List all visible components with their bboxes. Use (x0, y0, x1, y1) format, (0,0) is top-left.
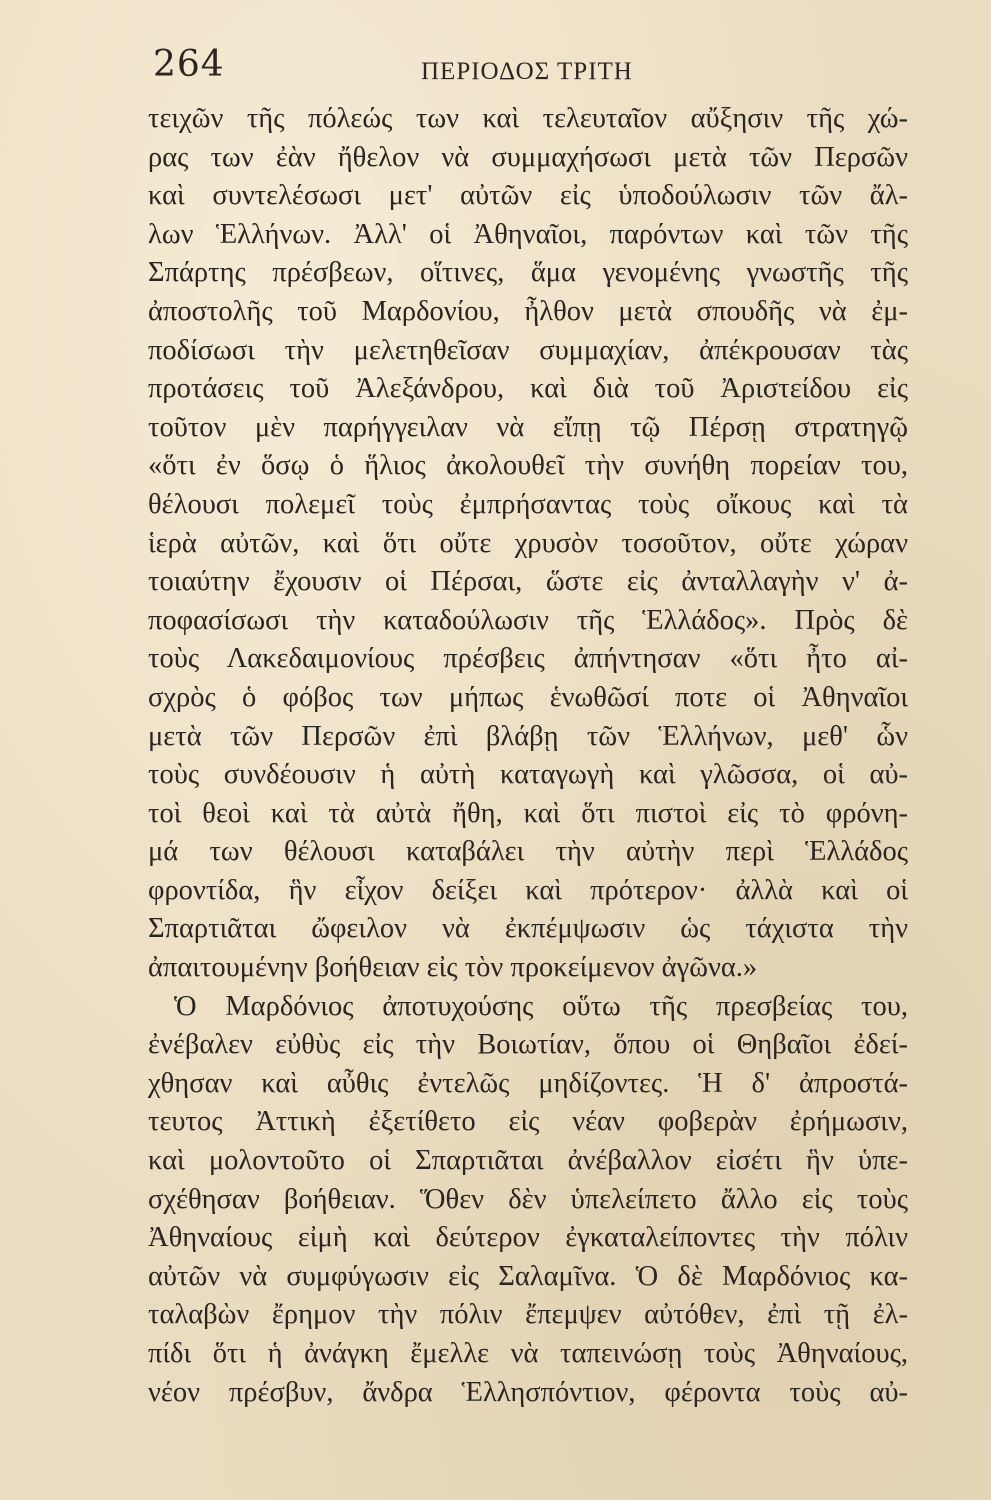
text-line: ποφασίσωσι τὴν καταδούλωσιν τῆς Ἑλλάδος». Πρὸς δὲ (148, 604, 908, 636)
text-line: νέον πρέσβυν, ἄνδρα Ἑλλησπόντιον, φέροντα τοὺς αὐ- (148, 1376, 908, 1408)
text-line: ἱερὰ αὐτῶν, καὶ ὅτι οὔτε χρυσὸν τοσοῦτον, οὔτε χώραν (148, 527, 908, 559)
text-line: τοιαύτην ἔχουσιν οἱ Πέρσαι, ὥστε εἰς ἀνταλλαγὴν ν' ἀ- (148, 566, 908, 598)
text-line: Σπαρτιᾶται ὤφειλον νὰ ἐκπέμψωσιν ὡς τάχιστα τὴν (148, 913, 908, 945)
page-number: 264 (153, 44, 225, 85)
text-line: καὶ συντελέσωσι μετ' αὐτῶν εἰς ὑποδούλωσιν τῶν ἄλ- (148, 180, 908, 212)
text-line: λων Ἑλλήνων. Ἀλλ' οἱ Ἀθηναῖοι, παρόντων καὶ τῶν τῆς (148, 218, 908, 250)
text-line: θέλουσι πολεμεῖ τοὺς ἐμπρήσαντας τοὺς οἴκους καὶ τὰ (148, 488, 908, 520)
text-line: τοὺς Λακεδαιμονίους πρέσβεις ἀπήντησαν «ὅτι ἦτο αἰ- (148, 643, 908, 675)
text-line: Ὁ Μαρδόνιος ἀποτυχούσης οὕτω τῆς πρεσβείας του, (174, 990, 908, 1022)
text-line: ρας των ἐὰν ἤθελον νὰ συμμαχήσωσι μετὰ τῶν Περσῶν (148, 141, 908, 173)
text-line: μά των θέλουσι καταβάλει τὴν αὐτὴν περὶ Ἑλλάδος (148, 836, 908, 868)
text-line: προτάσεις τοῦ Ἀλεξάνδρου, καὶ διὰ τοῦ Ἀριστείδου εἰς (148, 373, 908, 405)
text-line: αὐτῶν νὰ συμφύγωσιν εἰς Σαλαμῖνα. Ὁ δὲ Μαρδόνιος κα- (148, 1260, 908, 1292)
text-line: ἀπαιτουμένην βοήθειαν εἰς τὸν προκείμενον ἀγῶνα.» (148, 952, 758, 984)
text-line: ταλαβὼν ἔρημον τὴν πόλιν ἔπεμψεν αὐτόθεν, ἐπὶ τῇ ἐλ- (148, 1299, 908, 1331)
text-line: τευτος Ἀττικὴ ἐξετίθετο εἰς νέαν φοβερὰν ἐρήμωσιν, (148, 1106, 908, 1138)
running-head: ΠΕΡΙΟΔΟΣ ΤΡΙΤΗ (421, 58, 633, 85)
text-line: φροντίδα, ἣν εἶχον δείξει καὶ πρότερον· ἀλλὰ καὶ οἱ (148, 874, 908, 906)
text-line: «ὅτι ἐν ὅσῳ ὁ ἥλιος ἀκολουθεῖ τὴν συνήθη πορείαν του, (148, 450, 908, 482)
text-line: Σπάρτης πρέσβεων, οἵτινες, ἅμα γενομένης γνωστῆς τῆς (148, 257, 908, 289)
text-line: ἀποστολῆς τοῦ Μαρδονίου, ἦλθον μετὰ σπουδῆς νὰ ἐμ- (148, 295, 908, 327)
text-line: ποδίσωσι τὴν μελετηθεῖσαν συμμαχίαν, ἀπέκρουσαν τὰς (148, 334, 908, 366)
text-line: τειχῶν τῆς πόλεώς των καὶ τελευταῖον αὔξησιν τῆς χώ- (148, 103, 908, 134)
text-line: χθησαν καὶ αὖθις ἐντελῶς μηδίζοντες. Ἡ δ' ἀπροστά- (148, 1067, 908, 1099)
text-line: μετὰ τῶν Περσῶν ἐπὶ βλάβῃ τῶν Ἑλλήνων, μεθ' ὧν (148, 720, 908, 752)
text-line: τοὺς συνδέουσιν ἡ αὐτὴ καταγωγὴ καὶ γλῶσσα, οἱ αὐ- (148, 759, 908, 791)
text-line: τοῦτον μὲν παρήγγειλαν νὰ εἴπῃ τῷ Πέρσῃ στρατηγῷ (148, 411, 908, 443)
body-text (148, 100, 908, 1412)
text-line: σχρὸς ὁ φόβος των μήπως ἑνωθῶσί ποτε οἱ Ἀθηναῖοι (148, 681, 908, 713)
text-line: ἐνέβαλεν εὐθὺς εἰς τὴν Βοιωτίαν, ὅπου οἱ Θηβαῖοι ἐδεί- (148, 1029, 908, 1061)
text-line: τοὶ θεοὶ καὶ τὰ αὐτὰ ἤθη, καὶ ὅτι πιστοὶ εἰς τὸ φρόνη- (148, 797, 908, 829)
page-header (153, 44, 888, 104)
text-line: καὶ μολοντοῦτο οἱ Σπαρτιᾶται ἀνέβαλλον εἰσέτι ἣν ὑπε- (148, 1145, 908, 1177)
text-line: Ἀθηναίους εἰμὴ καὶ δεύτερον ἐγκαταλείποντες τὴν πόλιν (148, 1222, 908, 1254)
text-line: πίδι ὅτι ἡ ἀνάγκη ἔμελλε νὰ ταπεινώσῃ τοὺς Ἀθηναίους, (148, 1338, 908, 1369)
text-line: σχέθησαν βοήθειαν. Ὅθεν δὲν ὑπελείπετο ἄλλο εἰς τοὺς (148, 1183, 908, 1215)
